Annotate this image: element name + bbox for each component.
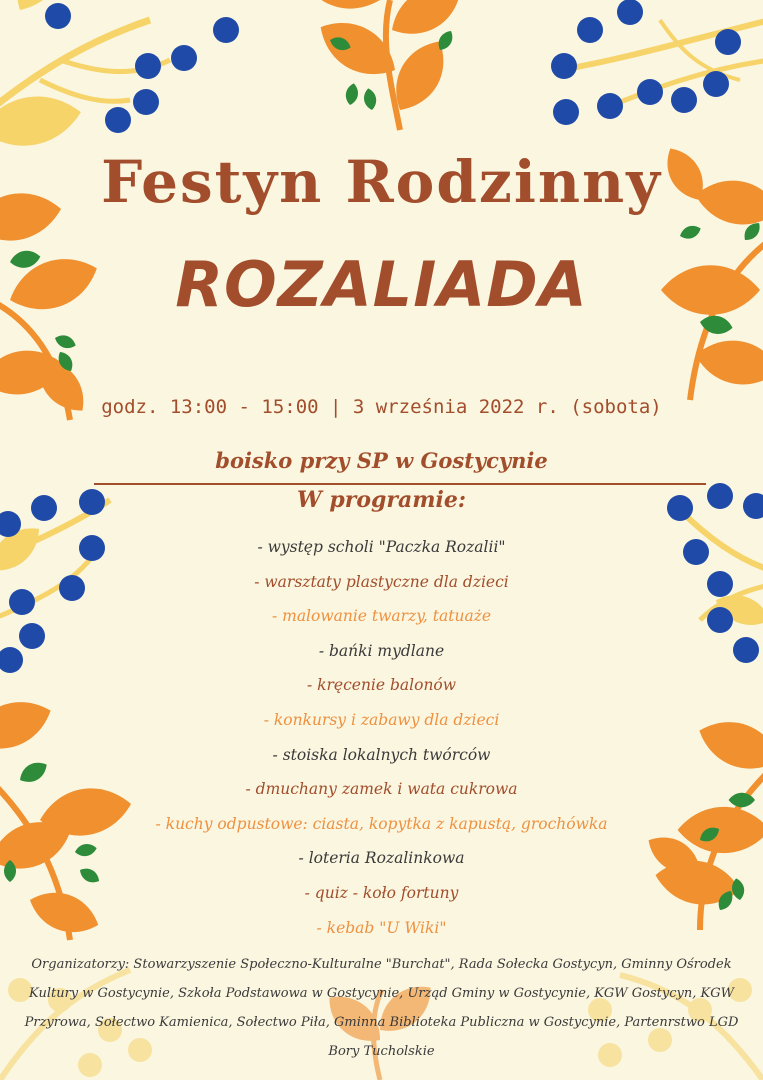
program-item: - konkursy i zabawy dla dzieci bbox=[263, 710, 500, 729]
event-date-time: godz. 13:00 - 15:00 | 3 września 2022 r. (sobota) bbox=[101, 396, 662, 418]
title-line-1: Festyn Rodzinny bbox=[101, 148, 662, 216]
program-item: - warsztaty plastyczne dla dzieci bbox=[254, 572, 509, 591]
program-item: - bańki mydlane bbox=[318, 641, 445, 660]
program-item: - kebab "U Wiki" bbox=[316, 918, 447, 937]
program-item: - kręcenie balonów bbox=[306, 676, 457, 695]
program-item: - loteria Rozalinkowa bbox=[298, 849, 465, 868]
program-item: - stoiska lokalnych twórców bbox=[272, 745, 491, 764]
program-list bbox=[0, 530, 763, 945]
title-line-2: ROZALIADA bbox=[175, 248, 588, 321]
event-location: boisko przy SP w Gostycynie bbox=[215, 448, 548, 473]
program-item: - występ scholi "Paczka Rozalii" bbox=[257, 538, 506, 556]
program-item: - dmuchany zamek i wata cukrowa bbox=[245, 780, 518, 799]
divider-line bbox=[94, 483, 706, 485]
program-item: - kuchy odpustowe: ciasta, kopytka z kapustą, grochówka bbox=[155, 814, 608, 833]
program-heading: W programie: bbox=[297, 487, 466, 513]
organizers-text: Organizatorzy: Stowarzyszenie Społeczno-Kulturalne "Burchat", Rada Sołecka Gostycyn, Gminny Ośrodek Kultury w Gostycynie, Szkoła Podstawowa w Gostycynie, Urząd Gminy w Gostycynie, KGW Gostycyn, KGW Przyrowa, Sołectwo Kamienica, Sołectwo Piła, Gminna Biblioteka Publiczna w Gostycynie, Partenrstwo LGD Bory Tucholskie bbox=[24, 957, 739, 1059]
program-item: - quiz - koło fortuny bbox=[304, 883, 459, 902]
program-item: - malowanie twarzy, tatuaże bbox=[271, 607, 492, 626]
